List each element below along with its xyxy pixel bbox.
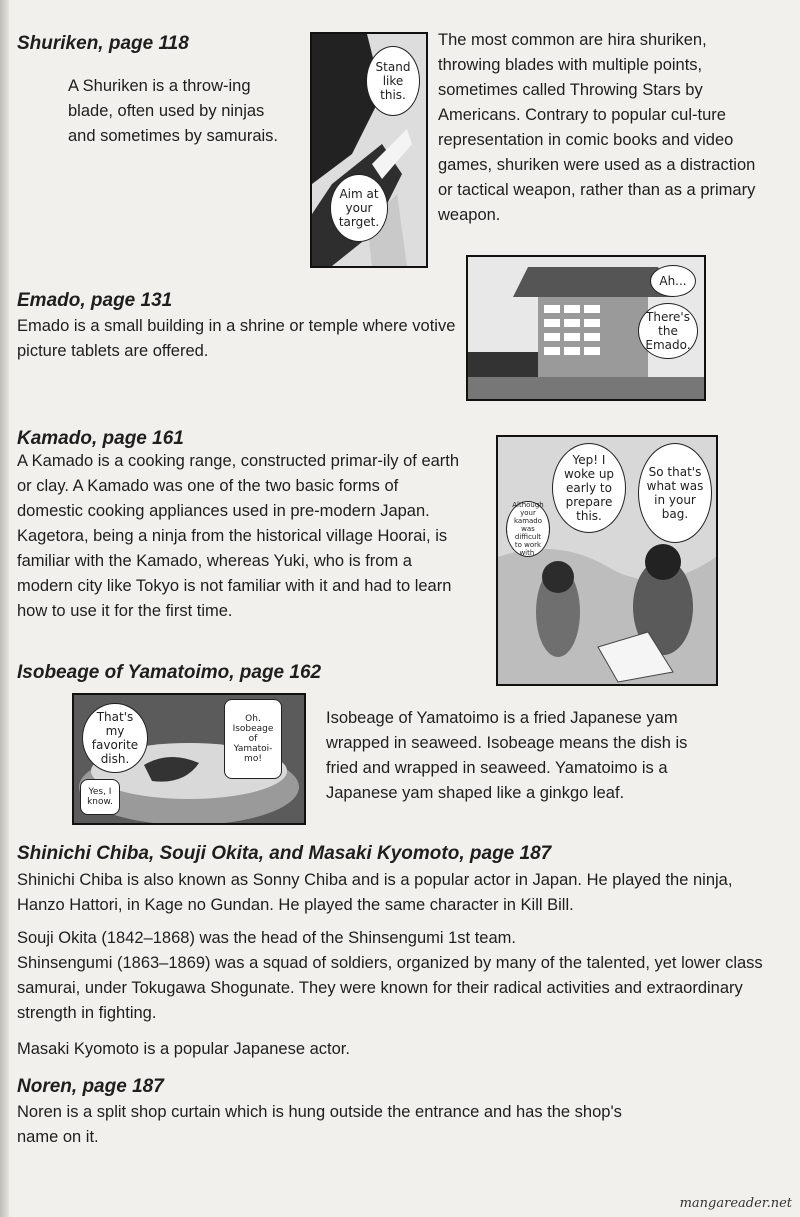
heading-isobeage: Isobeage of Yamatoimo, page 162 [17,662,322,683]
manga-panel-isobeage [72,693,306,825]
speech-bubble: Yep! I woke up early to prepare this. [552,443,626,533]
isobeage-text: Isobeage of Yamatoimo is a fried Japanese yam wrapped in seaweed. Isobeage means the dish is fried and wrapped in seaweed. Yamatoimo is a Japanese yam shaped like a ginkgo leaf. [326,709,688,802]
manga-panel-kamado [496,435,718,686]
manga-panel-shuriken [310,32,428,268]
speech-bubble: There's the Emado. [638,303,698,359]
speech-bubble: That's my favorite dish. [82,703,148,773]
speech-bubble: Ah... [650,265,696,297]
kyomoto-text: Masaki Kyomoto is a popular Japanese actor. [17,1040,350,1058]
speech-bubble: Stand like this. [366,46,420,116]
kamado-text: A Kamado is a cooking range, constructed primar-ily of earth or clay. A Kamado was one of the two basic forms of domestic cooking appliances used in pre-modern Japan. Kagetora, being a ninja from the historical village Hoorai, is familiar with the Kamado, whereas Yuki, who is from a modern city like Tokyo is not familiar with it and had to learn how to use it for the first time. [17,452,460,620]
okita-text: Souji Okita (1842–1868) was the head of the Shinsengumi 1st team. [17,929,516,947]
manga-panel-emado [466,255,706,401]
shuriken-detail-text: The most common are hira shuriken, throwing blades with multiple points, sometimes called Throwing Stars by Americans. Contrary to popular cul-ture representation in comic books and video games, shuriken were used as a distraction or tactical weapon, rather than as a primary weapon. [438,31,756,224]
speech-bubble: Although your kamado was difficult to work with. [506,501,550,557]
heading-chiba-okita-kyomoto: Shinichi Chiba, Souji Okita, and Masaki Kyomoto, page 187 [17,843,552,864]
emado-text: Emado is a small building in a shrine or temple where votive picture tablets are offered. [17,317,456,360]
heading-kamado: Kamado, page 161 [17,428,184,449]
speech-bubble: Yes, I know. [80,779,120,815]
heading-noren: Noren, page 187 [17,1076,164,1097]
noren-text: Noren is a split shop curtain which is hung outside the entrance and has the shop's name on it. [17,1103,622,1146]
watermark: mangareader.net [679,1196,792,1211]
book-spine [0,0,9,1217]
speech-bubble: Aim at your target. [330,174,388,242]
heading-emado: Emado, page 131 [17,290,173,311]
shuriken-intro-text: A Shuriken is a throw-ing blade, often used by ninjas and sometimes by samurais. [68,77,278,145]
chiba-text: Shinichi Chiba is also known as Sonny Chiba and is a popular actor in Japan. He played the ninja, Hanzo Hattori, in Kage no Gundan. He played the same character in Kill Bill. [17,871,733,914]
shinsengumi-text: Shinsengumi (1863–1869) was a squad of soldiers, organized by many of the talented, yet lower class samurai, under Tokugawa Shogunate. They were known for their radical activities and extraordinary strength in fighting. [17,954,763,1022]
speech-bubble: So that's what was in your bag. [638,443,712,543]
speech-bubble: Oh. Isobeage of Yamatoi-mo! [224,699,282,779]
heading-shuriken: Shuriken, page 118 [17,33,189,54]
